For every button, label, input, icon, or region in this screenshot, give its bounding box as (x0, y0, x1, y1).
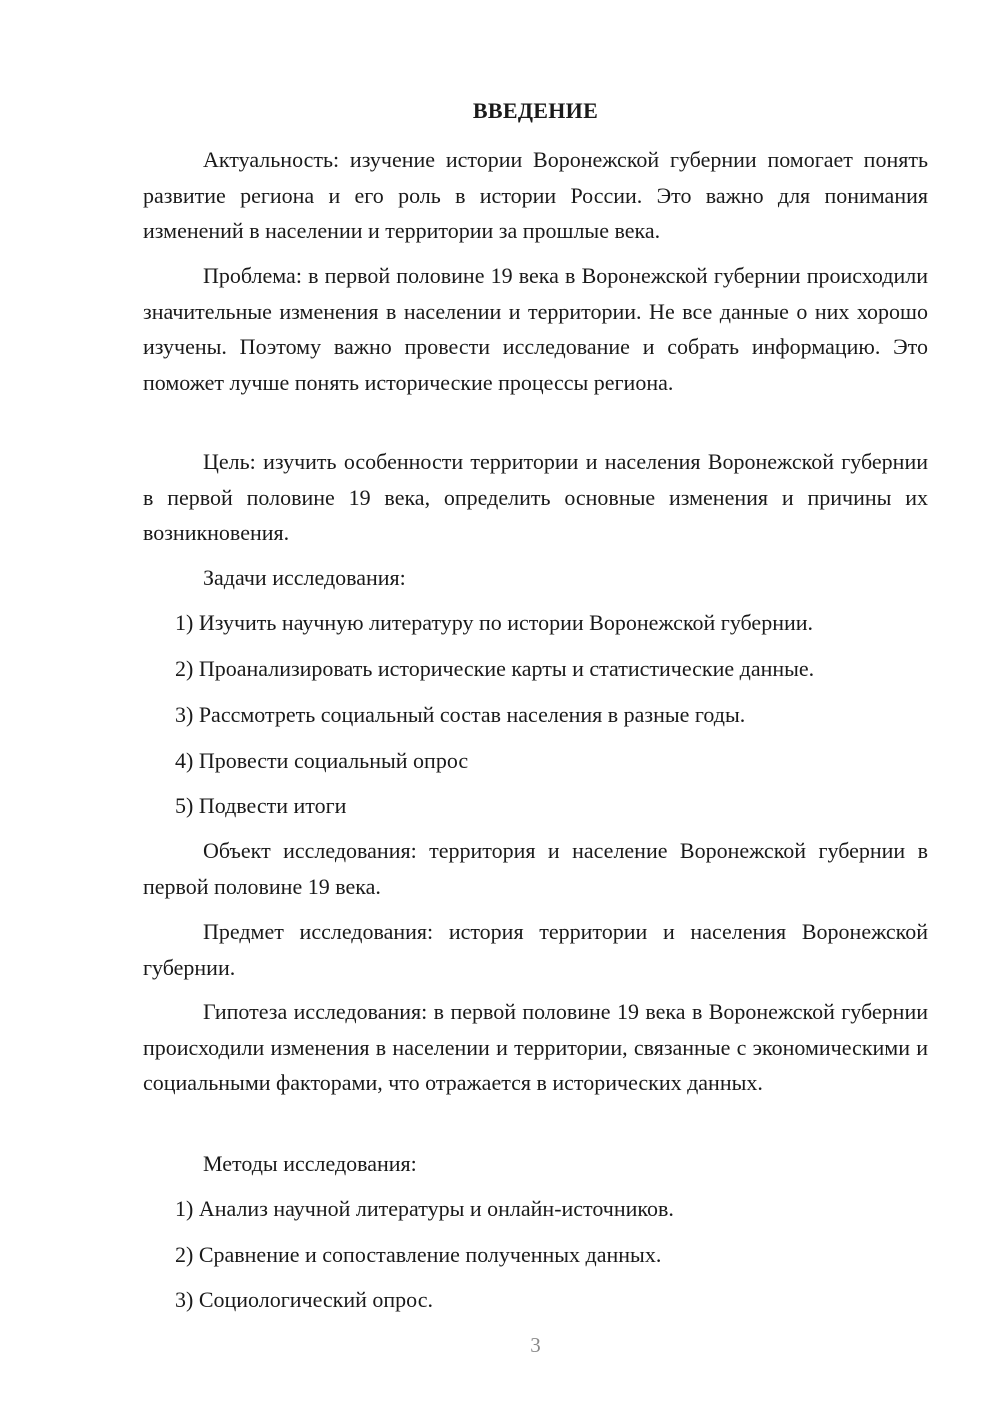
problem-paragraph: Проблема: в первой половине 19 века в Воронежской губернии происходили значительные изменения в населении и территории. Не все данные о них хорошо изучены. Поэтому важно провести исследование и собрать информацию. Это поможет лучше понять исторические процессы региона. (143, 263, 928, 395)
relevance-paragraph: Актуальность: изучение истории Воронежской губернии помогает понять развитие региона и его роль в истории России. Это важно для понимания изменений в населении и территории за прошлые века. (143, 147, 928, 243)
task-item: 5) Подвести итоги (175, 793, 347, 818)
section-heading: ВВЕДЕНИЕ (472, 98, 599, 123)
task-item: 1) Изучить научную литературу по истории Воронежской губернии. (175, 610, 814, 635)
task-item: 2) Проанализировать исторические карты и статистические данные. (175, 656, 815, 681)
task-item: 3) Рассмотреть социальный состав населения в разные годы. (175, 702, 746, 727)
object-paragraph: Объект исследования: территория и население Воронежской губернии в первой половине 19 века. (143, 838, 928, 899)
methods-label: Методы исследования: (203, 1151, 417, 1176)
method-item: 1) Анализ научной литературы и онлайн-источников. (175, 1196, 674, 1221)
document-page (143, 0, 928, 1414)
method-item: 2) Сравнение и сопоставление полученных данных. (175, 1242, 662, 1267)
subject-paragraph: Предмет исследования: история территории и населения Воронежской губернии. (143, 919, 928, 980)
hypothesis-paragraph: Гипотеза исследования: в первой половине 19 века в Воронежской губернии происходили изменения в населении и территории, связанные с экономическими и социальными факторами, что отражается в исторических данных. (143, 999, 928, 1095)
goal-paragraph: Цель: изучить особенности территории и населения Воронежской губернии в первой половине 19 века, определить основные изменения и причины их возникновения. (143, 449, 928, 545)
method-item: 3) Социологический опрос. (175, 1287, 433, 1312)
task-item: 4) Провести социальный опрос (175, 748, 469, 773)
tasks-label: Задачи исследования: (203, 565, 406, 590)
page-number: 3 (530, 1333, 541, 1357)
